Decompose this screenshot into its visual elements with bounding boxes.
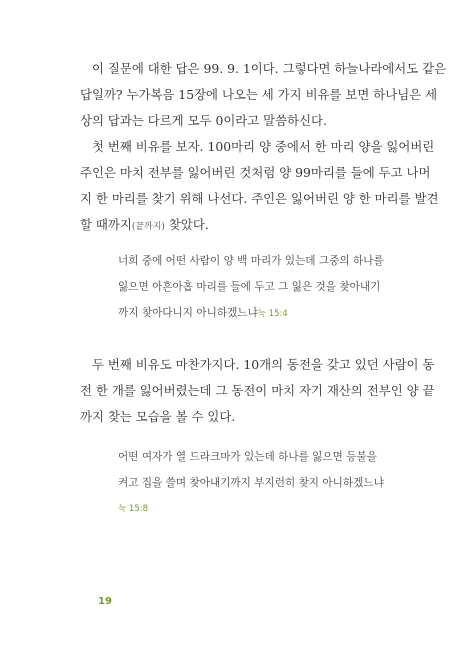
- paragraph-2-aside: (끝까지): [131, 222, 165, 232]
- quote-2: [118, 444, 393, 522]
- page-number: 19: [98, 596, 112, 607]
- quote-2-citation: 눅 15:8: [118, 504, 149, 514]
- paragraph-1: [80, 56, 447, 134]
- paragraph-3-line-3: 까지 찾는 모습을 볼 수 있다.: [80, 409, 236, 424]
- quote-2-line-2: 켜고 집을 쓸며 찾아내기까지 부지런히 찾지 아니하겠느냐: [118, 477, 384, 489]
- quote-1-line-2: 잃으면 아흔아홉 마리를 들에 두고 그 잃은 것을 찾아내기: [118, 281, 381, 293]
- paragraph-1-line-2: 답일까? 누가복음 15장에 나오는 세 가지 비유를 보면 하나님은 세: [80, 87, 438, 102]
- paragraph-3-line-2: 전 한 개를 잃어버렸는데 그 동전이 마치 자기 재산의 전부인 양 끝: [80, 383, 435, 398]
- paragraph-3: [80, 352, 435, 430]
- paragraph-2-line-3: 지 한 마리를 찾기 위해 나선다. 주인은 잃어버린 양 한 마리를 발견: [80, 191, 439, 206]
- paragraph-1-line-3: 상의 답과는 다르게 모두 0이라고 말씀하신다.: [80, 113, 327, 128]
- paragraph-2-line-4: [80, 212, 390, 238]
- quote-1-citation: 눅 15:4: [257, 309, 288, 319]
- paragraph-2-line-1: 첫 번째 비유를 보자. 100마리 양 중에서 한 마리 양을 잃어버린: [92, 139, 435, 154]
- paragraph-2-line-4-end: 찾았다.: [164, 217, 209, 232]
- quote-1: [118, 248, 393, 326]
- paragraph-1-line-1: 이 질문에 대한 답은 99. 9. 1이다. 그렇다면 하늘나라에서도 같은: [92, 61, 447, 76]
- paragraph-3-line-1: 두 번째 비유도 마찬가지다. 10개의 동전을 갖고 있던 사람이 동: [92, 357, 435, 372]
- quote-2-line-1: 어떤 여자가 열 드라크마가 있는데 하나를 잃으면 등불을: [118, 451, 377, 463]
- quote-1-line-3: [118, 300, 393, 326]
- paragraph-2-line-4-text: 할 때까지: [80, 217, 132, 232]
- paragraph-2: [80, 134, 439, 238]
- paragraph-2-line-2: 주인은 마치 전부를 잃어버린 것처럼 양 99마리를 들에 두고 나머: [80, 165, 431, 180]
- quote-1-line-1: 너희 중에 어떤 사람이 양 백 마리가 있는데 그중의 하나를: [118, 255, 384, 267]
- quote-1-line-3-text: 까지 찾아다니지 아니하겠느냐: [118, 307, 258, 319]
